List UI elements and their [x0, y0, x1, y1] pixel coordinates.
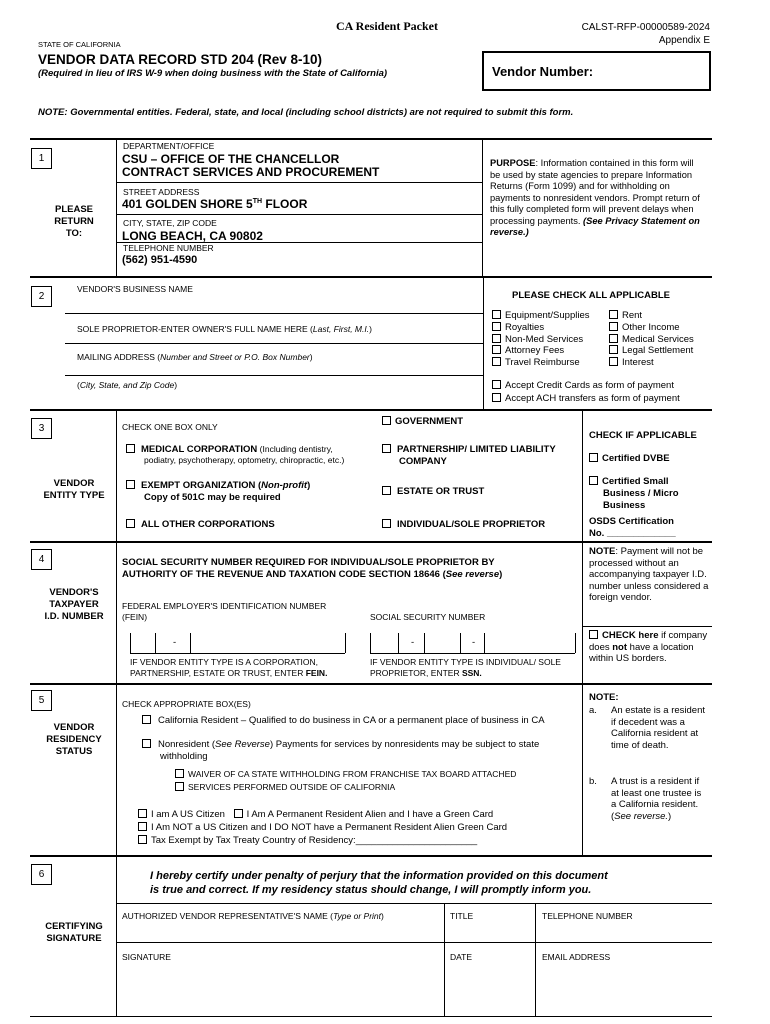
form-title: VENDOR DATA RECORD STD 204 (Rev 8-10): [38, 52, 323, 67]
option-label: Certified Small: [602, 476, 669, 487]
checkbox[interactable]: [175, 782, 184, 791]
option-partnership[interactable]: [382, 444, 556, 468]
checkbox[interactable]: [138, 809, 147, 818]
field-divider: [116, 942, 712, 943]
vendor-number-label: Vendor Number:: [492, 64, 594, 79]
option-waiver[interactable]: [175, 768, 516, 781]
label-line: SIGNATURE: [46, 933, 102, 944]
note-label: NOTE: [589, 692, 616, 703]
notice-text: AUTHORITY OF THE REVENUE AND TAXATION CODE SECTION 18646 (: [122, 569, 446, 580]
option-all-other-corporations[interactable]: [126, 519, 275, 530]
instruction-line: [130, 668, 327, 679]
notice-line: SOCIAL SECURITY NUMBER REQUIRED FOR INDIVIDUAL/SOLE PROPRIETOR BY: [122, 557, 495, 568]
section-number: 6: [31, 864, 52, 885]
section-divider: [30, 409, 712, 411]
checkbox[interactable]: [382, 519, 391, 528]
option-label: Accept ACH transfers as form of payment: [505, 392, 680, 404]
osds-label: OSDS Certification: [589, 516, 674, 527]
fein-digit-divider: [345, 633, 346, 653]
option-label: Certified DVBE: [602, 453, 670, 464]
option-individual[interactable]: [382, 519, 545, 530]
checkbox[interactable]: [492, 322, 501, 331]
telephone-field[interactable]: [536, 922, 711, 941]
ssn-required-notice: [122, 557, 502, 581]
document-id: CALST-RFP-00000589-2024: [581, 22, 710, 33]
telephone-label: TELEPHONE NUMBER: [542, 911, 633, 921]
option-label: ): [307, 480, 311, 491]
column-divider: [116, 541, 117, 683]
checkbox[interactable]: [609, 357, 618, 366]
representative-name-field[interactable]: [117, 922, 443, 941]
field-divider: [116, 903, 712, 904]
section-number: 1: [31, 148, 52, 169]
option-label: EXEMPT ORGANIZATION (: [141, 480, 262, 491]
option-permanent-resident[interactable]: [234, 809, 494, 820]
section-divider: [30, 855, 712, 857]
label-text: MAILING ADDRESS (: [77, 352, 161, 362]
label-line: ENTITY TYPE: [43, 490, 105, 501]
osds-certification[interactable]: [589, 516, 676, 540]
column-divider: [482, 138, 483, 276]
residency-status-label: [34, 722, 114, 758]
date-label: DATE: [450, 952, 473, 962]
checkbox-accept-ach[interactable]: [492, 393, 680, 406]
option-exempt-organization[interactable]: [126, 480, 310, 504]
city-value: LONG BEACH, CA 90802: [122, 229, 263, 243]
statement-line: is true and correct. If my residency status should change, I will promptly inform you.: [150, 884, 592, 896]
option-label: Tax Exempt by Tax Treaty Country of Residency:_______________________: [151, 835, 478, 846]
return-to-label: [38, 204, 110, 240]
checkbox[interactable]: [126, 480, 135, 489]
checkbox-royalties[interactable]: [492, 322, 590, 334]
checkbox[interactable]: [609, 310, 618, 319]
checkbox[interactable]: [175, 769, 184, 778]
form-bottom-border: [30, 1016, 712, 1017]
section-number: 2: [31, 286, 52, 307]
option-label: Travel Reimburse: [505, 357, 580, 369]
purpose-body: : Information contained in this form will be used by state agencies to prepare Information Returns (Form 1099) and for withholding on payments to nonresident vendors. Prompt return of this fully completed form will prevent delays when processing payments.: [490, 158, 700, 226]
instruction-line: IF VENDOR ENTITY TYPE IS A CORPORATION,: [130, 657, 318, 667]
checkbox[interactable]: [492, 380, 501, 389]
vendor-number-box[interactable]: [482, 51, 711, 91]
option-label: Royalties: [505, 321, 545, 333]
option-label: Nonresident (: [158, 739, 216, 750]
payment-type-list-right: [609, 310, 694, 369]
label-line: VENDOR: [53, 478, 95, 489]
note-text: : Payment will not be processed without an accompanying taxpayer I.D. number unless considered a foreign vendor.: [589, 546, 709, 604]
checkbox[interactable]: [492, 310, 501, 319]
notice-line: [122, 569, 502, 581]
checkbox[interactable]: [126, 519, 135, 528]
option-label: ESTATE OR TRUST: [397, 486, 485, 497]
option-label: I Am A Permanent Resident Alien and I have a Green Card: [246, 809, 494, 820]
column-divider: [582, 683, 583, 855]
option-government[interactable]: [382, 416, 463, 427]
fein-dash: -: [173, 637, 177, 648]
note-a-letter: a.: [589, 705, 597, 716]
checkbox-interest[interactable]: [609, 357, 694, 369]
option-not-citizen[interactable]: [138, 821, 507, 834]
accept-payment-options: [492, 380, 680, 405]
label-line: VENDOR: [53, 722, 95, 733]
option-estate-trust[interactable]: [382, 486, 484, 497]
label-line: PLEASE: [54, 204, 93, 215]
option-medical-corporation[interactable]: [126, 444, 344, 466]
city-label: CITY, STATE, ZIP CODE: [123, 218, 217, 228]
option-label: See Reverse: [215, 739, 270, 750]
label-text: Last, First, M.I.: [312, 324, 370, 334]
option-label: Interest: [622, 357, 654, 369]
section-number: 5: [31, 690, 52, 711]
option-label: Accept Credit Cards as form of payment: [505, 380, 674, 391]
packet-title: CA Resident Packet: [336, 19, 438, 33]
note-text: A trust is a resident if at least one trustee is a California resident. (: [611, 776, 702, 822]
street-superscript: TH: [252, 198, 263, 205]
option-label: ALL OTHER CORPORATIONS: [141, 519, 275, 530]
column-divider: [116, 138, 117, 276]
checkbox[interactable]: [142, 739, 151, 748]
state-label: STATE OF CALIFORNIA: [38, 40, 121, 49]
mailing-address-label: [77, 352, 313, 362]
note-text: ): [668, 810, 672, 822]
check-all-title: PLEASE CHECK ALL APPLICABLE: [512, 290, 670, 301]
note-divider: [582, 626, 712, 627]
checkbox-travel[interactable]: [492, 357, 590, 369]
option-label: I Am NOT a US Citizen and I DO NOT have a Permanent Resident Alien Green Card: [151, 822, 508, 833]
checkbox[interactable]: [382, 444, 391, 453]
option-label: withholding: [160, 751, 208, 762]
ssn-dash: -: [411, 637, 415, 648]
section-divider: [30, 541, 712, 543]
section-number: 4: [31, 549, 52, 570]
checkbox[interactable]: [142, 715, 151, 724]
option-label: COMPANY: [399, 456, 447, 467]
checkbox[interactable]: [589, 630, 598, 639]
checkbox[interactable]: [492, 345, 501, 354]
option-note: (Including dentistry,: [257, 444, 333, 454]
fein-box-line: [130, 653, 345, 654]
appendix-label: Appendix E: [658, 35, 710, 46]
checkbox-other-income[interactable]: [609, 322, 694, 334]
option-label: California Resident – Qualified to do business in CA or a permanent place of business in CA: [158, 715, 545, 726]
osds-number-field[interactable]: No. _____________: [589, 528, 676, 539]
option-text: have a location within US borders.: [589, 641, 694, 665]
street-address: [122, 197, 307, 211]
checkbox[interactable]: [589, 453, 598, 462]
checkbox[interactable]: [138, 822, 147, 831]
label-line: CERTIFYING: [45, 921, 103, 932]
option-label: Attorney Fees: [505, 345, 565, 357]
department-label: DEPARTMENT/OFFICE: [123, 141, 215, 151]
option-text: if company does: [589, 630, 708, 653]
label-text: Type or Print: [333, 911, 382, 921]
statement-line: I hereby certify under penalty of perjury that the information provided on this document: [150, 870, 608, 882]
option-certified-dvbe[interactable]: [589, 453, 670, 464]
option-label: INDIVIDUAL/SOLE PROPRIETOR: [397, 519, 546, 530]
note-text: See reverse.: [614, 810, 669, 822]
fein-label: [122, 601, 326, 623]
certifying-signature-label: [34, 921, 114, 945]
checkbox[interactable]: [492, 334, 501, 343]
option-us-citizen[interactable]: [138, 809, 225, 820]
option-label: MEDICAL CORPORATION: [141, 444, 258, 455]
ssn-dash: -: [472, 637, 476, 648]
street-text: FLOOR: [262, 197, 308, 211]
city-state-zip-label: [77, 380, 177, 390]
phone-value: (562) 951-4590: [122, 254, 198, 266]
label-line: I.D. NUMBER: [44, 611, 104, 622]
checkbox[interactable]: [492, 393, 501, 402]
checkbox[interactable]: [382, 416, 391, 425]
label-text: ): [309, 352, 313, 362]
instruction-text: SSN.: [461, 668, 482, 678]
label-line: FEDERAL EMPLOYER'S IDENTIFICATION NUMBER: [122, 601, 327, 611]
privacy-note: (See Privacy Statement on reverse.): [490, 215, 700, 237]
label-text: Number and Street or P.O. Box Number: [160, 352, 310, 362]
checkbox-rent[interactable]: [609, 310, 694, 322]
section-number: 3: [31, 418, 52, 439]
ssn-box-line: [370, 653, 575, 654]
payment-note: [589, 546, 709, 604]
department-line-2: CONTRACT SERVICES AND PROCUREMENT: [122, 165, 380, 179]
fein-input[interactable]: [131, 633, 345, 653]
instruction-text: PROPRIETOR, ENTER: [370, 668, 462, 678]
column-divider: [582, 541, 583, 683]
payment-type-list-left: [492, 310, 590, 369]
note-label: NOTE: [589, 546, 616, 557]
option-text: not: [612, 641, 628, 653]
label-line: TAXPAYER: [49, 599, 99, 610]
street-label: STREET ADDRESS: [123, 187, 200, 197]
option-services-outside[interactable]: [175, 781, 516, 794]
column-divider: [116, 683, 117, 855]
checkbox[interactable]: [609, 345, 618, 354]
column-divider: [582, 409, 583, 541]
option-certified-small-business[interactable]: [589, 476, 679, 512]
option-label: GOVERNMENT: [395, 416, 464, 427]
option-no-us-location[interactable]: [589, 630, 709, 665]
label-text: City, State, and Zip Code: [79, 380, 175, 390]
field-divider: [116, 182, 482, 183]
checkbox[interactable]: [589, 476, 598, 485]
email-field[interactable]: [536, 964, 711, 1014]
form-subtitle: (Required in lieu of IRS W-9 when doing business with the State of California): [38, 68, 388, 79]
purpose-text: [490, 158, 705, 239]
checkbox-equipment[interactable]: [492, 310, 590, 322]
email-label: EMAIL ADDRESS: [542, 952, 611, 962]
purpose-label: PURPOSE: [490, 158, 536, 168]
option-label: CHECK here: [602, 630, 659, 641]
mailing-address-line[interactable]: [65, 375, 483, 376]
option-label: Medical Services: [622, 333, 694, 345]
notice-text: ): [499, 569, 503, 580]
option-label: Rent: [622, 310, 643, 321]
citizenship-row: [138, 808, 507, 821]
check-if-applicable-label: CHECK IF APPLICABLE: [589, 430, 697, 441]
column-divider: [116, 409, 117, 541]
label-line: RETURN: [54, 216, 94, 227]
option-label: ) Payments for services by nonresidents may be subject to state: [269, 739, 540, 750]
option-tax-exempt[interactable]: [138, 834, 507, 847]
note-b-text: [611, 776, 707, 822]
checkbox[interactable]: [234, 809, 243, 818]
option-label: Non-Med Services: [505, 333, 584, 345]
department-line-1: CSU – OFFICE OF THE CHANCELLOR: [122, 152, 340, 166]
business-name-label: VENDOR'S BUSINESS NAME: [77, 284, 193, 294]
governmental-note: NOTE: Governmental entities. Federal, state, and local (including school districts) are not required to submit this form.: [38, 107, 574, 118]
section-divider: [30, 276, 712, 278]
option-label: Equipment/Supplies: [505, 310, 590, 321]
entity-type-label: [34, 478, 114, 502]
label-text: SOLE PROPRIETOR-ENTER OWNER'S FULL NAME HERE (: [77, 324, 313, 334]
notice-text: See reverse: [445, 569, 500, 580]
fein-instruction: [130, 657, 327, 679]
checkbox[interactable]: [609, 334, 618, 343]
section-divider: [30, 683, 712, 685]
label-text: (: [77, 380, 80, 390]
checkbox[interactable]: [138, 835, 147, 844]
checkbox-legal-settlement[interactable]: [609, 345, 694, 357]
label-text: AUTHORIZED VENDOR REPRESENTATIVE'S NAME (: [122, 911, 333, 921]
option-label: Other Income: [622, 321, 680, 333]
label-line: VENDOR'S: [49, 587, 99, 598]
certification-statement: [150, 869, 608, 897]
option-label: PARTNERSHIP/ LIMITED LIABILITY: [397, 444, 556, 455]
instruction-text: FEIN.: [305, 668, 328, 678]
citizenship-options: [138, 808, 507, 847]
option-label: Non-profit: [261, 480, 308, 491]
label-line: RESIDENCY: [46, 734, 102, 745]
date-field[interactable]: [445, 964, 534, 1014]
label-text: ): [369, 324, 372, 334]
option-ca-resident[interactable]: [142, 715, 545, 726]
label-text: ): [381, 911, 384, 921]
ssn-label: SOCIAL SECURITY NUMBER: [370, 612, 486, 622]
title-field[interactable]: [445, 922, 534, 941]
check-one-label: CHECK ONE BOX ONLY: [122, 422, 218, 432]
field-divider: [116, 214, 482, 215]
residency-note-label: NOTE:: [589, 692, 619, 703]
checkbox[interactable]: [609, 322, 618, 331]
phone-label: TELEPHONE NUMBER: [123, 243, 214, 253]
taxpayer-id-label: [34, 587, 114, 623]
option-note: podiatry, psychotherapy, optometry, chiropractic, etc.): [144, 455, 345, 465]
option-label: I am A US Citizen: [151, 809, 225, 820]
option-note: Copy of 501C may be required: [144, 492, 281, 503]
option-label: SERVICES PERFORMED OUTSIDE OF CALIFORNIA: [188, 781, 396, 792]
instruction-line: IF VENDOR ENTITY TYPE IS INDIVIDUAL/ SOLE: [370, 657, 561, 667]
checkbox-attorney[interactable]: [492, 345, 590, 357]
option-label: Business: [603, 500, 646, 511]
option-label: Business / Micro: [603, 488, 679, 499]
signature-label: SIGNATURE: [122, 952, 171, 962]
option-label: WAIVER OF CA STATE WITHHOLDING FROM FRANCHISE TAX BOARD ATTACHED: [188, 769, 517, 779]
checkbox[interactable]: [126, 444, 135, 453]
instruction-text: PARTNERSHIP, ESTATE OR TRUST, ENTER: [130, 668, 306, 678]
checkbox-non-med[interactable]: [492, 334, 590, 346]
column-divider: [483, 276, 484, 409]
checkbox[interactable]: [492, 357, 501, 366]
section-divider: [30, 138, 712, 140]
title-label: TITLE: [450, 911, 474, 921]
label-line: TO:: [65, 228, 83, 239]
ssn-instruction: [370, 657, 561, 679]
withholding-suboptions: [175, 768, 516, 793]
checkbox[interactable]: [382, 486, 391, 495]
owner-name-label: [77, 324, 372, 334]
owner-name-line[interactable]: [65, 343, 483, 344]
check-appropriate-label: CHECK APPROPRIATE BOX(ES): [122, 699, 251, 709]
instruction-line: [370, 668, 561, 679]
signature-field[interactable]: [117, 964, 443, 1014]
option-label: Legal Settlement: [622, 345, 694, 357]
label-line: STATUS: [55, 746, 93, 757]
option-nonresident[interactable]: [142, 739, 539, 763]
note-b-letter: b.: [589, 776, 597, 787]
business-name-line[interactable]: [65, 313, 483, 314]
checkbox-accept-credit[interactable]: [492, 380, 680, 393]
representative-name-label: [122, 911, 384, 921]
checkbox-medical-services[interactable]: [609, 334, 694, 346]
note-a-text: An estate is a resident if decedent was a California resident at time of death.: [611, 705, 705, 751]
label-text: ): [174, 380, 178, 390]
ssn-input[interactable]: [371, 633, 575, 653]
label-line: (FEIN): [122, 612, 148, 622]
ssn-digit-divider: [575, 633, 576, 653]
street-text: 401 GOLDEN SHORE 5: [122, 197, 253, 211]
